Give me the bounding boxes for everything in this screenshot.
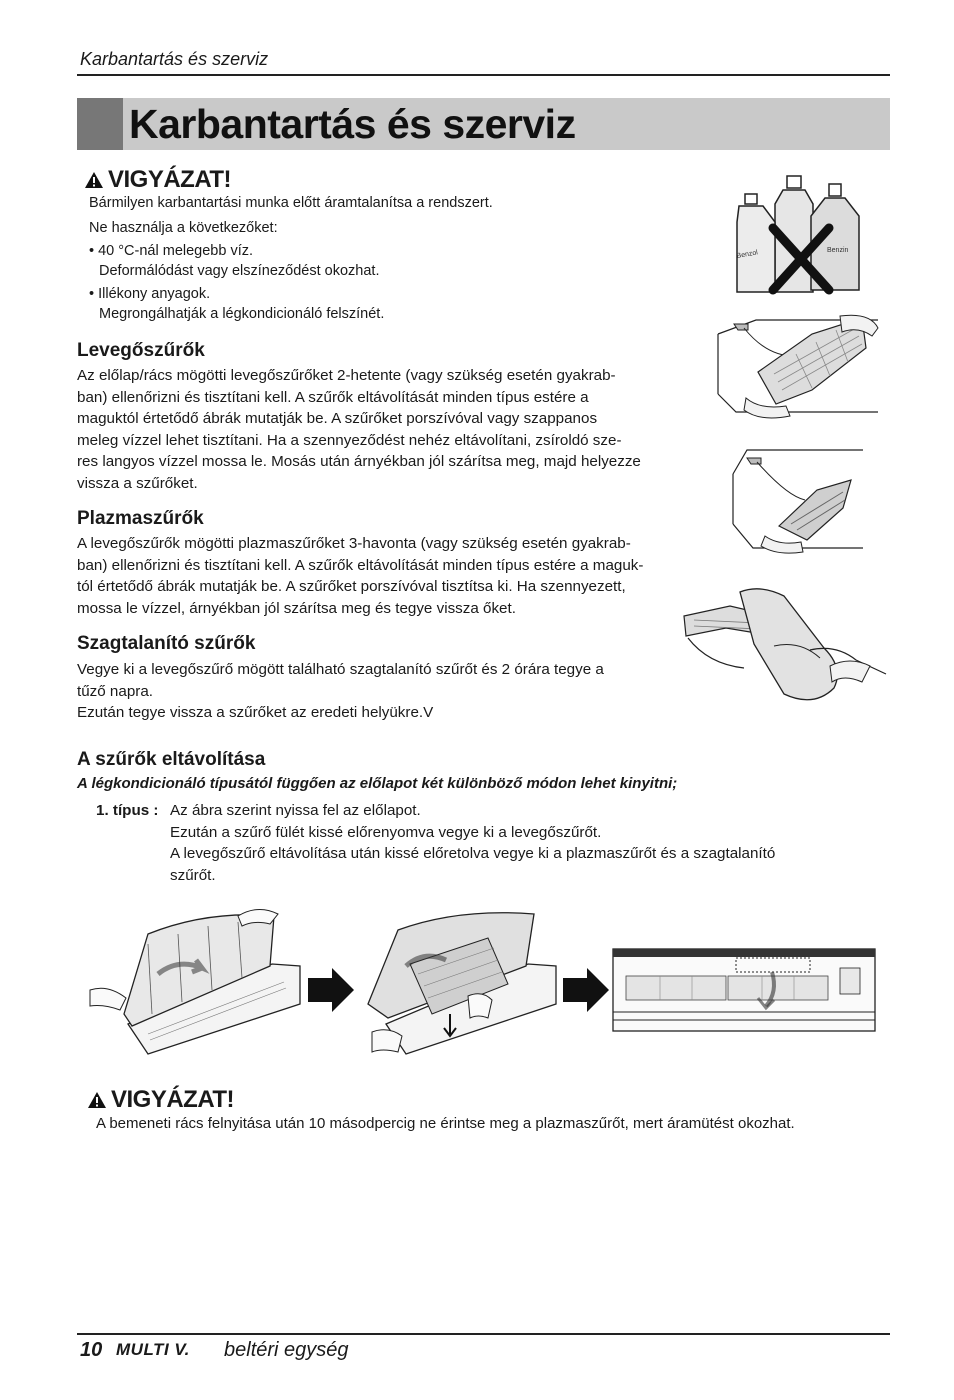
remove-plasma-filter-illustration [612,948,876,1032]
warning-icon [84,171,104,189]
text-line: Ezután tegye vissza a szűrőket az eredeti helyükre.V [77,704,434,722]
brand-logo: MULTI V. [116,1340,190,1359]
header-rule [77,74,890,76]
caution-heading [84,166,231,194]
caution-bullet: • Illékony anyagok. [89,286,211,302]
text-line: tól értetődő ábrák mutatják be. A szűrőket porszívóval tisztítsa ki. Ha szennyezett, [77,578,626,596]
footer-rule [77,1333,890,1335]
removal-subheading: A légkondicionáló típusától függően az előlapot két különböző módon lehet kinyitni; [77,775,678,792]
text-line: tűző napra. [77,682,153,700]
plasma-filters-text [77,533,697,619]
page-number: 10 [80,1339,103,1361]
washing-filter-illustration [716,314,880,426]
air-filters-heading: Levegőszűrők [77,340,205,361]
deodor-filters-heading: Szagtalanító szűrők [77,633,256,654]
page-title: Karbantartás és szerviz [129,101,576,147]
step-line: szűrőt. [170,866,216,884]
title-block [77,98,123,150]
text-line: ban) ellenőrizni és tisztítani kell. A szűrők eltávolítását minden típus estére a [77,388,589,406]
text-line: res langyos vízzel mossa le. Mosás után árnyékban jól szárítsa meg, majd helyezze [77,453,641,471]
caution-title: VIGYÁZAT! [111,1086,235,1113]
text-line: meleg vízzel lehet tisztítani. Ha a szennyeződést nehéz eltávolítani, zsíroldó sze- [77,431,622,449]
caution-bullet-detail: Deformálódást vagy elszíneződést okozhat. [99,263,380,279]
step-line: Ezután a szűrő fülét kissé előrenyomva vegye ki a levegőszűrőt. [170,823,602,841]
running-head: Karbantartás és szerviz [80,49,269,69]
vacuum-cleaning-illustration [680,586,888,710]
step-line: A levegőszűrő eltávolítása után kissé előretolva vegye ki a plazmaszűrőt és a szagtalanító [170,845,776,863]
open-front-panel-illustration [88,904,312,1064]
caution-text: A bemeneti rács felnyitása után 10 másodpercig ne érintse meg a plazmaszűrőt, mert áramütést okozhat. [96,1115,795,1132]
plasma-filters-heading: Plazmaszűrők [77,508,204,529]
remove-air-filter-illustration [358,904,564,1064]
text-line: vissza a szűrőket. [77,474,198,492]
footer-section: beltéri egység [224,1339,349,1361]
removal-steps [170,800,870,886]
type-label: 1. típus : [96,802,159,819]
text-line: Az előlap/rács mögötti levegőszűrőket 2-hetente (vagy szükség esetén gyakrab- [77,367,616,384]
bottle-label-benzol: Benzol [736,249,759,260]
caution-bullet: • 40 °C-nál melegebb víz. [89,243,254,259]
caution-heading [87,1086,234,1114]
warning-icon [87,1091,107,1109]
caution-line: Bármilyen karbantartási munka előtt áramtalanítsa a rendszert. [89,195,493,211]
caution-line: Ne használja a következőket: [89,220,278,236]
caution-title: VIGYÁZAT! [108,166,232,193]
bottle-label-benzin: Benzin [827,247,849,254]
next-step-arrow-icon [308,968,356,1012]
text-line: Vegye ki a levegőszűrő mögött található szagtalanító szűrőt és 2 órára tegye a [77,661,604,678]
caution-bullet-detail: Megrongálhatják a légkondicionáló felszínét. [99,306,385,322]
prohibited-solvents-illustration [733,172,869,300]
air-filters-text [77,365,697,495]
text-line: maguktól értetődő ábrák mutatják be. A szűrőket porszívóval vagy szappanos [77,410,598,428]
deodor-filters-text [77,659,697,724]
text-line: ban) ellenőrizni és tisztítani kell. A szűrők eltávolítását minden típus estére a maguk- [77,556,644,574]
washing-plasma-filter-illustration [731,444,865,558]
title-bar [77,98,890,150]
next-step-arrow-icon [563,968,611,1012]
text-line: mossa le vízzel, árnyékban jól szárítsa meg és tegye vissza őket. [77,599,516,617]
text-line: A levegőszűrők mögötti plazmaszűrőket 3-havonta (vagy szükség esetén gyakrab- [77,535,631,552]
step-line: Az ábra szerint nyissa fel az előlapot. [170,802,421,819]
removal-heading: A szűrők eltávolítása [77,749,266,770]
